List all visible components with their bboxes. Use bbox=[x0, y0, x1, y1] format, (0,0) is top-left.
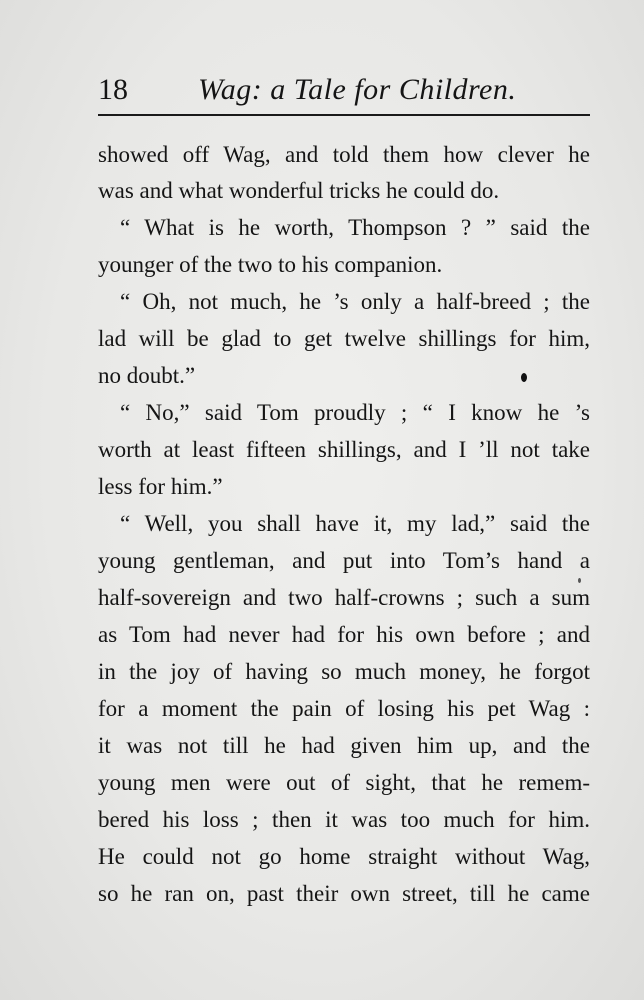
header-rule bbox=[98, 114, 590, 116]
ink-speck bbox=[578, 578, 581, 583]
running-title: Wag: a Tale for Children. bbox=[198, 73, 517, 106]
text-line: less for him.” bbox=[98, 474, 223, 499]
text-line: no doubt.” bbox=[98, 363, 196, 388]
text-line: “ Oh, not much, he ’s only a half-breed ; the bbox=[120, 289, 590, 314]
text-line: in the joy of having so much money, he forgot bbox=[98, 659, 590, 684]
text-line: “ Well, you shall have it, my lad,” said the bbox=[120, 511, 590, 536]
text-line: worth at least fifteen shillings, and I ’ll not take bbox=[98, 437, 590, 462]
page-header bbox=[98, 68, 590, 112]
page-number: 18 bbox=[98, 73, 128, 106]
text-line: young men were out of sight, that he remem- bbox=[98, 770, 590, 795]
text-line: He could not go home straight without Wag, bbox=[98, 844, 590, 869]
ink-speck bbox=[521, 373, 527, 382]
text-line: as Tom had never had for his own before ; and bbox=[98, 622, 590, 647]
text-line: for a moment the pain of losing his pet Wag : bbox=[98, 696, 590, 721]
text-line: “ What is he worth, Thompson ? ” said the bbox=[120, 215, 590, 240]
text-line: it was not till he had given him up, and the bbox=[98, 733, 590, 758]
text-line: “ No,” said Tom proudly ; “ I know he ’s bbox=[120, 400, 590, 425]
text-line: bered his loss ; then it was too much for him. bbox=[98, 807, 590, 832]
text-line: showed off Wag, and told them how clever he bbox=[98, 142, 590, 167]
text-line: was and what wonderful tricks he could do. bbox=[98, 178, 500, 203]
text-line: lad will be glad to get twelve shillings for him, bbox=[98, 326, 590, 351]
text-line: so he ran on, past their own street, till he came bbox=[98, 881, 590, 906]
text-line: younger of the two to his companion. bbox=[98, 252, 443, 277]
text-line: young gentleman, and put into Tom’s hand a bbox=[98, 548, 590, 573]
text-line: half-sovereign and two half-crowns ; such a sum bbox=[98, 585, 590, 610]
